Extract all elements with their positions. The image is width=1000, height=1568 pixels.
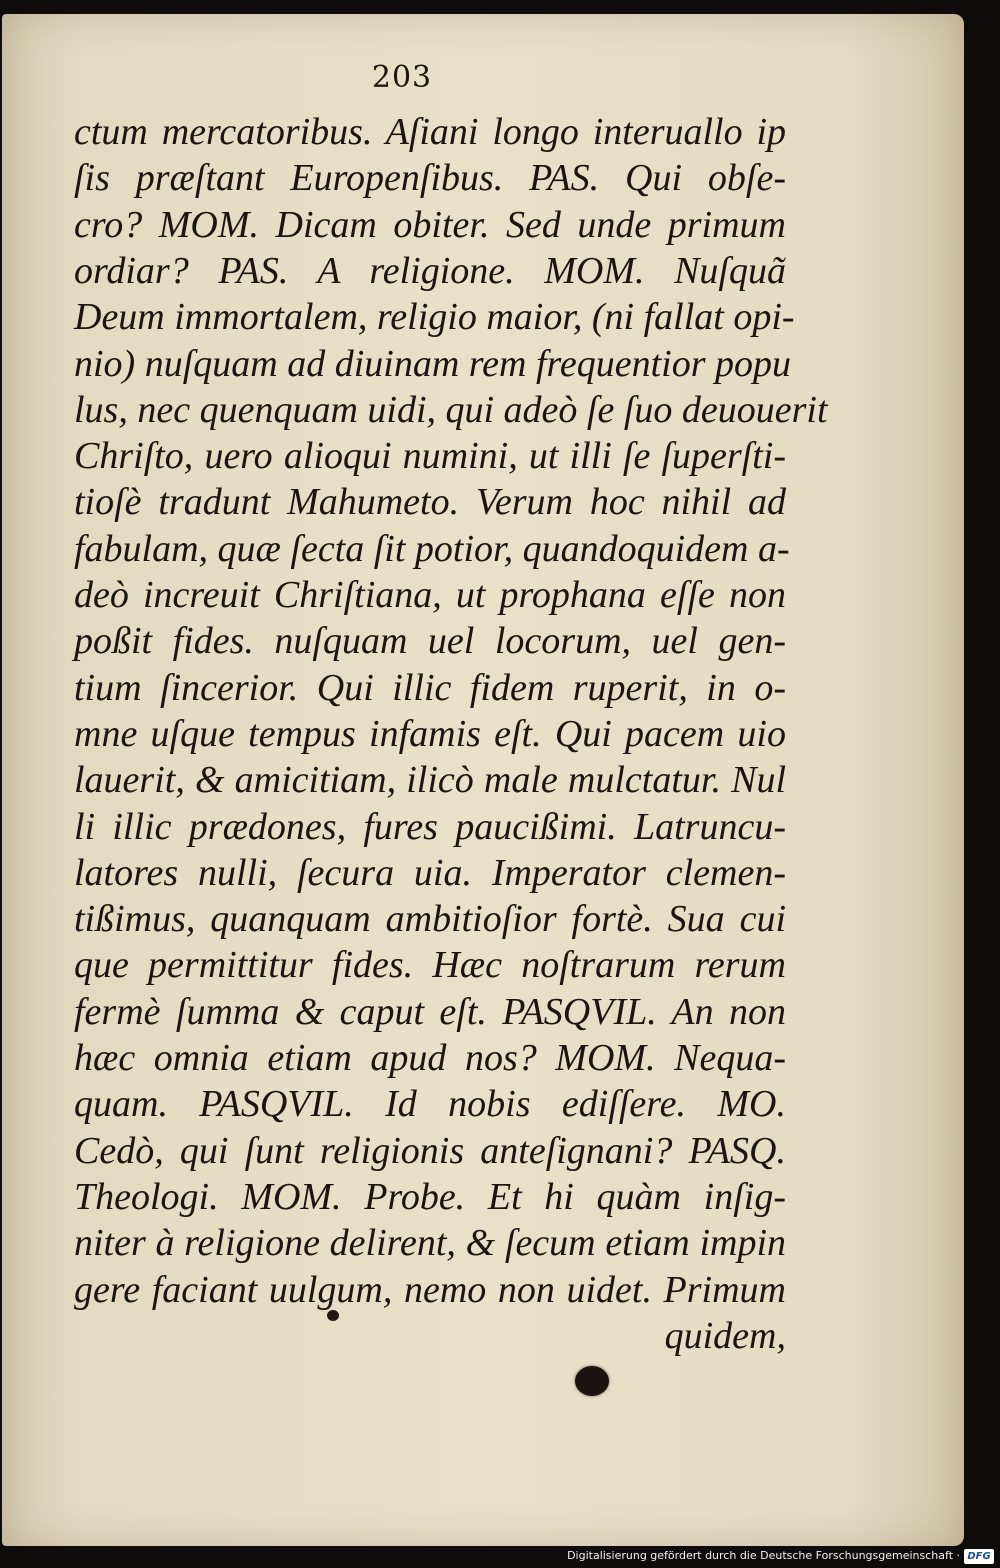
ink-blot	[575, 1366, 609, 1396]
text-line: deò increuit Chriſtiana, ut prophana eſſe non	[74, 574, 786, 616]
text-line: ctum mercatoribus. Aſiani longo interuallo ip	[74, 111, 786, 153]
text-line: quam. PASQVIL. Id nobis ediſſere. MO.	[74, 1083, 786, 1126]
text-line: poßit fides. nuſquam uel locorum, uel gen-	[74, 620, 786, 663]
text-line: fabulam, quæ ſecta ſit potior, quandoquidem a-	[74, 527, 790, 570]
dfg-logo: DFG	[964, 1549, 994, 1564]
text-line: ordiar? PAS. A religione. MOM. Nuſquã	[74, 249, 786, 292]
text-line: ſis præſtant Europenſibus. PAS. Qui obſe-	[74, 157, 786, 200]
text-line: tioſè tradunt Mahumeto. Verum hoc nihil ad	[74, 481, 786, 524]
text-line: Chriſto, uero alioqui numini, ut illi ſe ſuperſti-	[74, 435, 786, 478]
book-page	[2, 14, 964, 1546]
text-line: li illic prædones, fures paucißimi. Latruncu-	[74, 805, 786, 848]
text-line: fermè ſumma & caput eſt. PASQVIL. An non	[74, 990, 786, 1033]
digitization-credit: Digitalisierung gefördert durch die Deutsche Forschungsgemeinschaft ·	[567, 1549, 960, 1562]
text-line: mne uſque tempus infamis eſt. Qui pacem uio	[74, 712, 786, 755]
text-line: nio) nuſquam ad diuinam rem frequentior popu	[74, 342, 792, 385]
text-line: cro? MOM. Dicam obiter. Sed unde primum	[74, 203, 786, 246]
text-line: lus, nec quenquam uidi, qui adeò ſe ſuo deuouerit	[74, 388, 828, 431]
ink-speck	[327, 1310, 339, 1321]
page-number: 203	[371, 60, 433, 95]
text-line: tißimus, quanquam ambitioſior fortè. Sua cui	[74, 898, 786, 941]
text-line: que permittitur fides. Hæc noſtrarum rerum	[74, 944, 786, 987]
text-line: latores nulli, ſecura uia. Imperator clemen-	[74, 851, 786, 894]
text-line: quidem,	[664, 1314, 786, 1357]
text-line: tium ſincerior. Qui illic fidem ruperit, in o-	[74, 666, 786, 709]
text-line: niter à religione delirent, & ſecum etiam impin	[74, 1222, 786, 1265]
text-line: hæc omnia etiam apud nos? MOM. Nequa-	[74, 1037, 786, 1079]
text-line: Theologi. MOM. Probe. Et hi quàm inſig-	[74, 1175, 786, 1218]
text-line: gere faciant uulgum, nemo non uidet. Primum	[74, 1268, 786, 1311]
text-line: Deum immortalem, religio maior, (ni fallat opi-	[74, 296, 795, 339]
text-line: lauerit, & amicitiam, ilicò male mulctatur. Nul	[74, 759, 786, 802]
text-line: Cedò, qui ſunt religionis anteſignani? PASQ.	[74, 1129, 786, 1172]
